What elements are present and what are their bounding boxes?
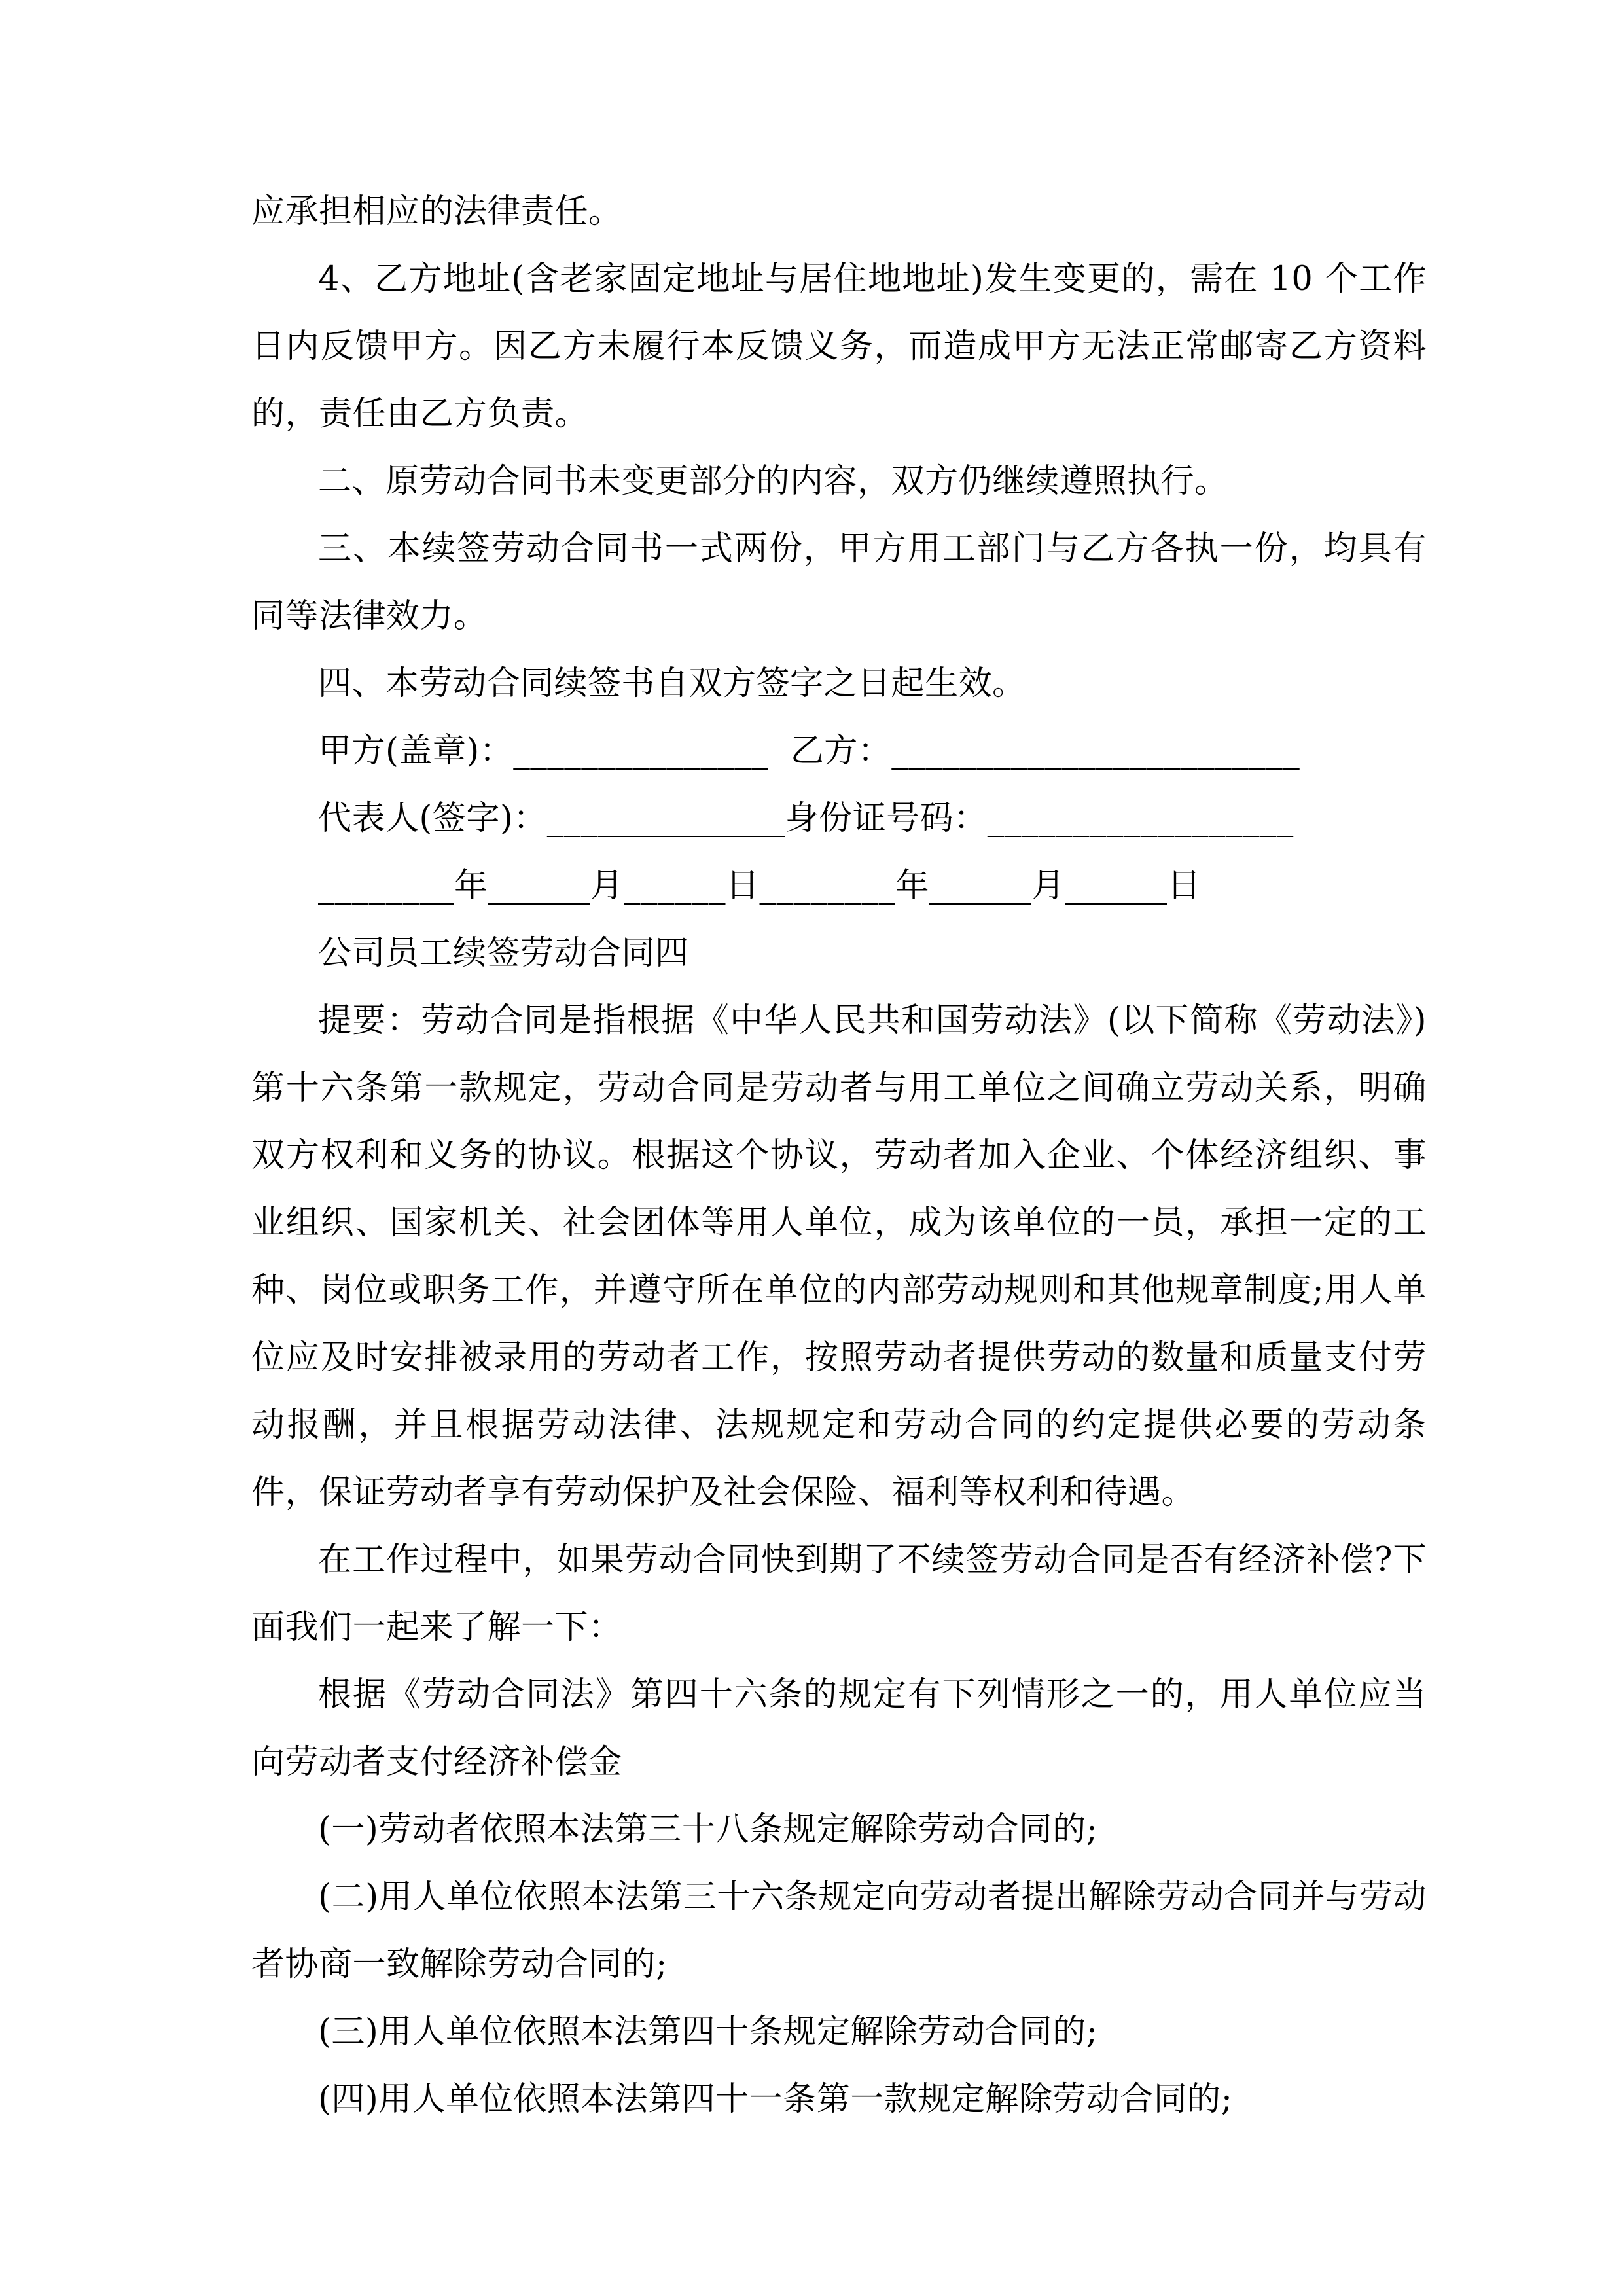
paragraph-item-four: (四)用人单位依照本法第四十一条第一款规定解除劳动合同的; — [318, 2080, 1233, 2119]
section-heading-contract-four: 公司员工续签劳动合同四 — [318, 934, 689, 973]
paragraph-question: 在工作过程中，如果劳动合同快到期了不续签劳动合同是否有经济补偿?下面我们一起来了解一下： — [251, 1541, 1427, 1647]
paragraph-law-article-46: 根据《劳动合同法》第四十六条的规定有下列情形之一的，用人单位应当向劳动者支付经济补偿金 — [251, 1676, 1427, 1782]
paragraph-summary: 提要：劳动合同是指根据《中华人民共和国劳动法》(以下简称《劳动法》)第十六条第一款规定，劳动合同是劳动者与用工单位之间确立劳动关系，明确双方权利和义务的协议。根据这个协议，劳动者加入企业、个体经济组织、事业组织、国家机关、社会团体等用人单位，成为该单位的一员，承担一定的工种、岗位或职务工作，并遵守所在单位的内部劳动规则和其他规章制度;用人单位应及时安排被录用的劳动者工作，按照劳动者提供劳动的数量和质量支付劳动报酬，并且根据劳动法律、法规规定和劳动合同的约定提供必要的劳动条件，保证劳动者享有劳动保护及社会保险、福利等权利和待遇。 — [251, 1001, 1427, 1512]
paragraph-item-three: (三)用人单位依照本法第四十条规定解除劳动合同的; — [318, 2013, 1098, 2051]
paragraph-item-one: (一)劳动者依照本法第三十八条规定解除劳动合同的; — [318, 1810, 1098, 1849]
paragraph-item-two: (二)用人单位依照本法第三十六条规定向劳动者提出解除劳动合同并与劳动者协商一致解除劳动合同的; — [251, 1878, 1427, 1984]
paragraph-continuation: 应承担相应的法律责任。 — [251, 192, 622, 231]
signature-line-representative-id: 代表人(签字)：______________身份证号码：__________________ — [318, 799, 1294, 838]
paragraph-clause-two: 二、原劳动合同书未变更部分的内容，双方仍继续遵照执行。 — [318, 462, 1228, 501]
signature-line-party-a-party-b: 甲方(盖章)：_______________ 乙方：________________________ — [318, 732, 1300, 770]
paragraph-clause-four: 四、本劳动合同续签书自双方签字之日起生效。 — [318, 664, 1026, 703]
signature-line-dates: ________年______月______日________年______月______日 — [318, 867, 1202, 905]
paragraph-clause-three: 三、本续签劳动合同书一式两份，甲方用工部门与乙方各执一份，均具有同等法律效力。 — [251, 529, 1427, 636]
paragraph-clause-4: 4、乙方地址(含老家固定地址与居住地地址)发生变更的，需在 10 个工作日内反馈甲方。因乙方未履行本反馈义务，而造成甲方无法正常邮寄乙方资料的，责任由乙方负责。 — [251, 260, 1427, 433]
